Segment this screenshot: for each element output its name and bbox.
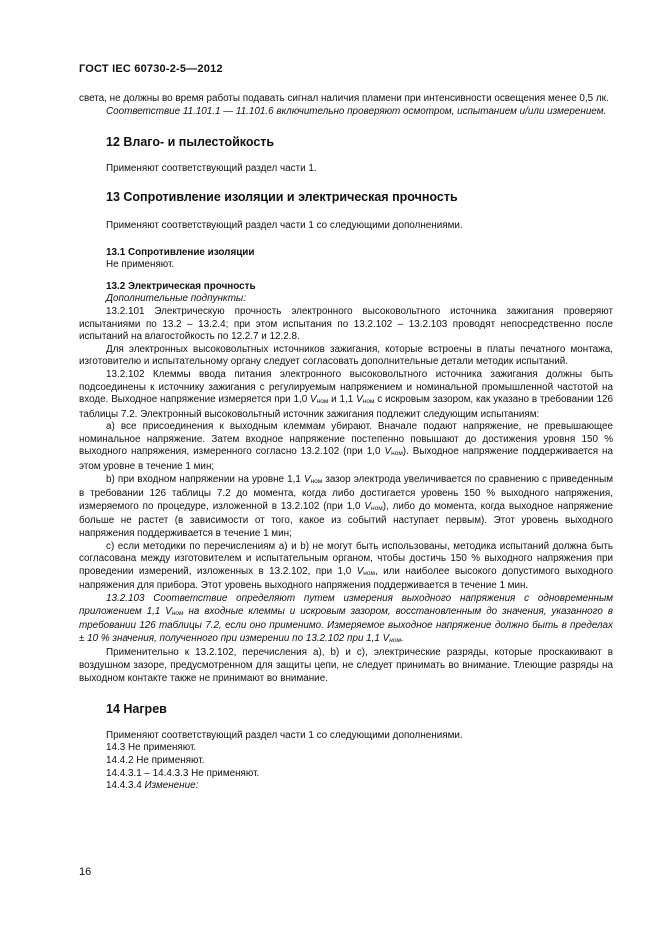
paragraph: Не применяют. <box>106 259 175 271</box>
subsection-heading-13-1: 13.1 Сопротивление изоляции <box>106 246 255 258</box>
paragraph: Соответствие 11.101.1 — 11.101.6 включительно проверяют осмотром, испытанием и/или измерением. <box>106 105 607 117</box>
paragraph: Для электронных высоковольтных источников зажигания, которые встроены в платы печатного монтажа, изготовителю и испытательному органу следует согласовать дополнительные детали методик испытаний. <box>79 343 613 368</box>
paragraph: Применяют соответствующий раздел части 1. <box>106 162 317 174</box>
list-item: 14.4.2 Не применяют. <box>106 754 205 766</box>
page-body <box>79 93 613 793</box>
list-item: 14.4.3.4 Изменение: <box>106 780 199 792</box>
list-item-b: b) при входном напряжении на уровне 1,1 $V_{ном}$ зазор электрода увеличивается по сравнению с приведенным в требовании 126 таблицы 7.2 до момента, когда либо достигается уровень 150 % выходного напряжения, измеряемого по процедуре, изложенной в 13.2.102 (при 1,0 $V_{ном}$), либо до момента, когда выходное напряжение больше не растет (в зависимости от того, какое из событий наступает первым). Этот уровень выходного напряжения поддерживается в течение 1 мин; <box>79 473 613 540</box>
section-heading-14: 14 Нагрев <box>106 702 167 717</box>
paragraph: Применяют соответствующий раздел части 1 со следующими дополнениями. <box>106 219 463 231</box>
paragraph: 13.2.103 Соответствие определяют путем измерения выходного напряжения с одновременным приложением 1,1 $V_{ном}$ на входные клеммы и искровым зазором, восстановленным до значения, указанного в требовании 126 таблицы 7.2, если оно применимо. Измеряемое выходное напряжение должно быть в пределах ± 10 % значения, полученного при измерении по 13.2.102 при 1,1 $V_{ном}$. <box>79 593 613 644</box>
list-item: 14.3 Не применяют. <box>106 742 197 754</box>
paragraph: 13.2.102 Клеммы ввода питания электронного высоковольтного источника зажигания должны быть подсоединены к источнику зажигания с регулируемым напряжением и номинальной промышленной частотой на входе. Выходное напряжение измеряется при 1,0 $V_{ном}$ и 1,1 $V_{ном}$ с искровым зазором, как указано в требовании 126 таблицы 7.2. Электронный высоковольтный источник зажигания подлежит следующим испытаниям: <box>79 368 613 420</box>
paragraph: Применяют соответствующий раздел части 1 со следующими дополнениями. <box>106 729 463 741</box>
paragraph: 13.2.101 Электрическую прочность электронного высоковольтного источника зажигания проверяют испытаниями по 13.2 – 13.2.4; при этом испытания по 13.2.102 – 13.2.103 проводят непосредственно после испытаний на влагостойкость по 12.2.7 и 12.2.8. <box>79 305 613 343</box>
paragraph: Дополнительные подпункты: <box>106 293 246 305</box>
section-heading-13: 13 Сопротивление изоляции и электрическая прочность <box>106 190 458 205</box>
paragraph: Применительно к 13.2.102, перечисления a), b) и c), электрические разряды, которые проскакивают в воздушном зазоре, предусмотренном для защиты цепи, не следует принимать во внимание. Тлеющие разряды на выходном контакте также не принимают во внимание. <box>79 647 613 684</box>
paragraph: света, не должны во время работы подавать сигнал наличия пламени при интенсивности освещения менее 0,5 лк. <box>79 93 609 104</box>
page-number: 16 <box>79 866 92 878</box>
list-item-a: a) все присоединения к выходным клеммам убирают. Вначале подают напряжение, не превышающее номинальное напряжение. Затем входное напряжение постепенно повышают до достижения уровня 150 % выходного напряжения, измеренного согласно 13.2.102 (при 1,0 $V_{ном}$). Выходное напряжение поддерживается на этом уровне в течение 1 мин; <box>79 421 613 473</box>
section-heading-12: 12 Влаго- и пылестойкость <box>106 135 275 150</box>
running-header: ГОСТ IEC 60730-2-5—2012 <box>79 63 223 75</box>
list-item: 14.4.3.1 – 14.4.3.3 Не применяют. <box>106 767 260 779</box>
list-item-c: c) если методики по перечислениям a) и b) не могут быть использованы, методика испытаний должна быть согласована между изготовителем и испытательным органом, чтобы достичь 150 % выходного напряжения при проведении измерений, изложенных в 13.2.102, при 1,0 $V_{ном}$, или наиболее высокого допустимого выходного напряжения для прибора. Этот уровень выходного напряжения поддерживается в течение 1 мин. <box>79 540 614 592</box>
subsection-heading-13-2: 13.2 Электрическая прочность <box>106 280 256 292</box>
